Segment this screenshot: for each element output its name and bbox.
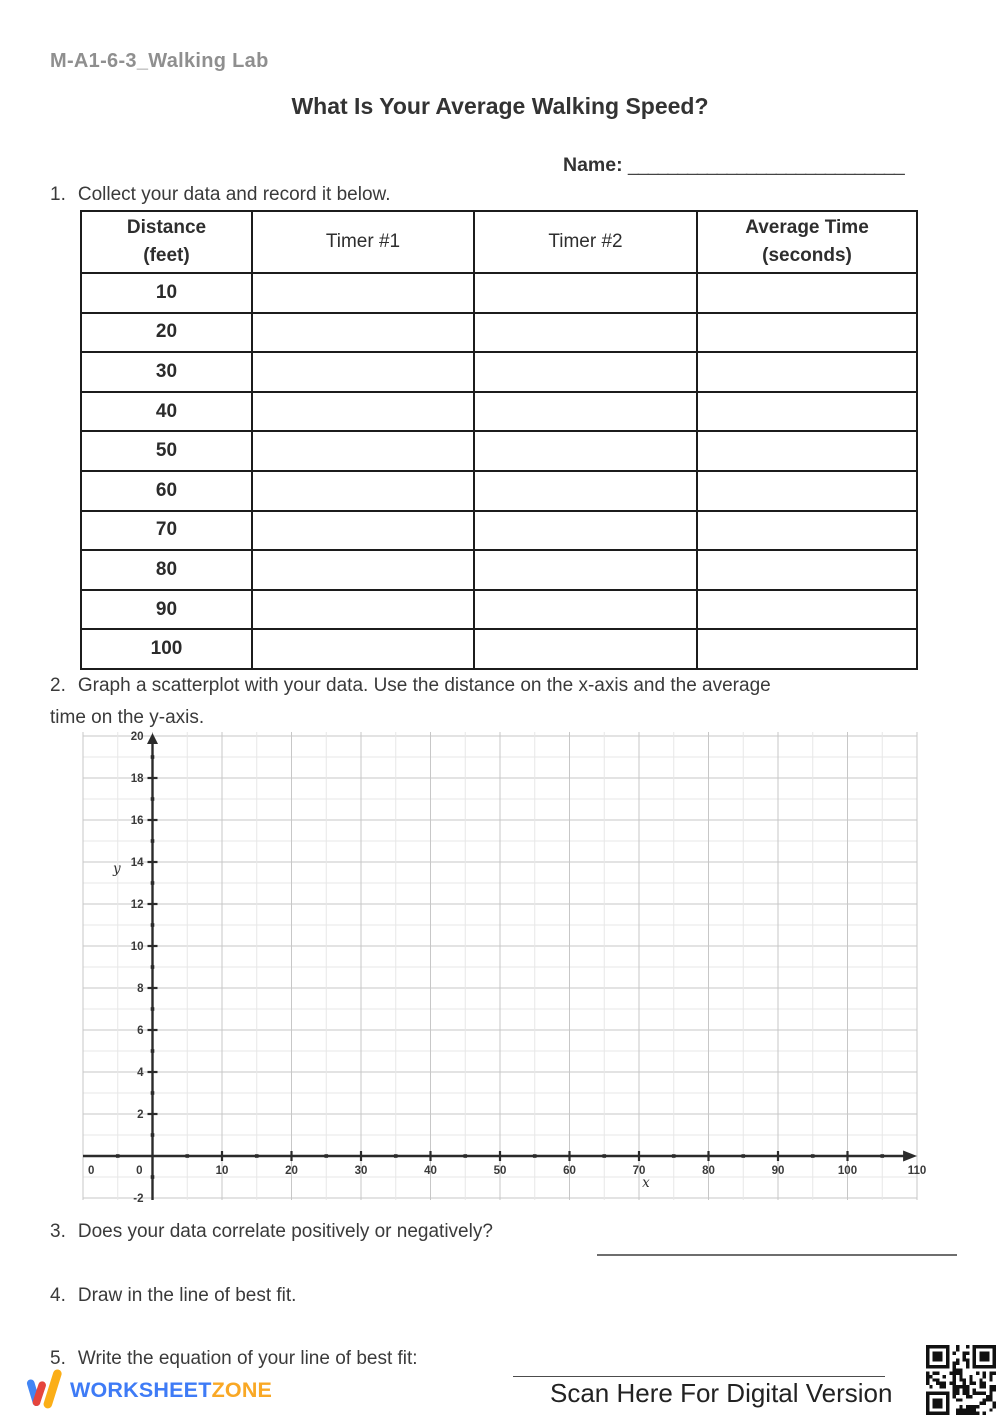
table-header-cell: Distance (feet): [81, 211, 252, 273]
svg-text:30: 30: [354, 1165, 368, 1177]
table-row: [81, 273, 917, 313]
question-3-text: Does your data correlate positively or negatively?: [77, 1221, 493, 1242]
distance-cell: 70: [81, 511, 252, 551]
table-row: [81, 590, 917, 630]
svg-text:20: 20: [130, 731, 144, 743]
table-row: [81, 352, 917, 392]
svg-text:90: 90: [771, 1165, 785, 1177]
svg-text:0: 0: [88, 1165, 95, 1177]
svg-text:10: 10: [130, 941, 144, 953]
empty-fill-cell[interactable]: [697, 313, 917, 353]
empty-fill-cell[interactable]: [474, 511, 697, 551]
name-blank-line[interactable]: ____________________________: [628, 154, 904, 176]
distance-cell: 40: [81, 392, 252, 432]
table-row: [81, 511, 917, 551]
empty-fill-cell[interactable]: [697, 550, 917, 590]
question-4-text: Draw in the line of best fit.: [77, 1285, 297, 1306]
question-2: [50, 670, 771, 733]
empty-fill-cell[interactable]: [474, 471, 697, 511]
distance-cell: 30: [81, 352, 252, 392]
empty-fill-cell[interactable]: [252, 629, 474, 669]
question-5-text: Write the equation of your line of best fit:: [77, 1348, 418, 1369]
distance-cell: 20: [81, 313, 252, 353]
empty-fill-cell[interactable]: [474, 590, 697, 630]
question-4: [50, 1285, 296, 1307]
svg-text:60: 60: [563, 1165, 576, 1177]
svg-text:2: 2: [137, 1109, 144, 1121]
doc-label: M-A1-6-3_Walking Lab: [50, 50, 269, 72]
table-header-cell: Average Time (seconds): [697, 211, 917, 273]
empty-fill-cell[interactable]: [252, 431, 474, 471]
table-row: [81, 550, 917, 590]
question-2-text-line2: time on the y-axis.: [50, 706, 205, 728]
distance-cell: 60: [81, 471, 252, 511]
svg-text:70: 70: [632, 1165, 646, 1177]
question-4-number: 4.: [50, 1285, 66, 1306]
empty-fill-cell[interactable]: [474, 313, 697, 353]
name-label: Name:: [563, 154, 623, 176]
empty-fill-cell[interactable]: [252, 511, 474, 551]
svg-text:110: 110: [907, 1165, 927, 1177]
distance-cell: 10: [81, 273, 252, 313]
empty-fill-cell[interactable]: [697, 511, 917, 551]
empty-fill-cell[interactable]: [252, 273, 474, 313]
scatter-graph[interactable]: [83, 731, 927, 1205]
question-2-text: Graph a scatterplot with your data. Use the distance on the x-axis and the average: [77, 675, 771, 696]
svg-text:100: 100: [837, 1165, 858, 1177]
empty-fill-cell[interactable]: [474, 550, 697, 590]
empty-fill-cell[interactable]: [252, 392, 474, 432]
svg-text:20: 20: [285, 1165, 298, 1177]
scan-here-text: Scan Here For Digital Version: [550, 1378, 893, 1408]
empty-fill-cell[interactable]: [697, 352, 917, 392]
brand-logo[interactable]: [26, 1367, 272, 1414]
svg-text:80: 80: [702, 1165, 715, 1177]
question-1: [50, 184, 390, 206]
qr-code-icon: [926, 1345, 996, 1415]
empty-fill-cell[interactable]: [474, 392, 697, 432]
svg-text:18: 18: [130, 773, 144, 785]
svg-text:16: 16: [130, 815, 144, 827]
question-5-answer-line[interactable]: [513, 1344, 885, 1377]
svg-text:6: 6: [137, 1025, 144, 1037]
svg-text:y: y: [113, 861, 121, 877]
table-header-cell: Timer #2: [474, 211, 697, 273]
page-title: What Is Your Average Walking Speed?: [291, 93, 709, 119]
svg-text:4: 4: [137, 1067, 144, 1079]
empty-fill-cell[interactable]: [252, 590, 474, 630]
data-table: [80, 210, 918, 670]
empty-fill-cell[interactable]: [474, 431, 697, 471]
question-5-number: 5.: [50, 1348, 66, 1369]
brand-text-worksheet: WORKSHEET: [70, 1378, 212, 1402]
graph-grid: [83, 731, 927, 1205]
empty-fill-cell[interactable]: [697, 590, 917, 630]
table-row: [81, 431, 917, 471]
distance-cell: 90: [81, 590, 252, 630]
empty-fill-cell[interactable]: [697, 431, 917, 471]
svg-text:40: 40: [424, 1165, 437, 1177]
question-3-answer-line[interactable]: [597, 1220, 957, 1256]
question-2-number: 2.: [50, 675, 66, 696]
empty-fill-cell[interactable]: [697, 392, 917, 432]
svg-text:10: 10: [215, 1165, 229, 1177]
empty-fill-cell[interactable]: [252, 352, 474, 392]
table-row: [81, 313, 917, 353]
svg-text:12: 12: [130, 899, 144, 911]
question-1-number: 1.: [50, 184, 66, 205]
distance-cell: 50: [81, 431, 252, 471]
question-3: [50, 1221, 493, 1243]
svg-text:14: 14: [130, 857, 144, 869]
empty-fill-cell[interactable]: [252, 550, 474, 590]
empty-fill-cell[interactable]: [252, 471, 474, 511]
brand-text-zone: ZONE: [211, 1378, 273, 1402]
empty-fill-cell[interactable]: [474, 352, 697, 392]
svg-text:0: 0: [136, 1165, 143, 1177]
table-row: [81, 629, 917, 669]
table-row: [81, 392, 917, 432]
empty-fill-cell[interactable]: [697, 273, 917, 313]
empty-fill-cell[interactable]: [474, 629, 697, 669]
distance-cell: 80: [81, 550, 252, 590]
worksheetzone-mark-icon: [26, 1367, 64, 1414]
question-1-text: Collect your data and record it below.: [77, 184, 391, 205]
svg-text:50: 50: [493, 1165, 507, 1177]
empty-fill-cell[interactable]: [474, 273, 697, 313]
question-3-number: 3.: [50, 1221, 66, 1242]
table-header-cell: Timer #1: [252, 211, 474, 273]
empty-fill-cell[interactable]: [252, 313, 474, 353]
svg-text:-2: -2: [133, 1193, 144, 1205]
empty-fill-cell[interactable]: [697, 471, 917, 511]
name-row: [563, 154, 904, 177]
distance-cell: 100: [81, 629, 252, 669]
empty-fill-cell[interactable]: [697, 629, 917, 669]
table-row: [81, 471, 917, 511]
svg-text:x: x: [642, 1175, 650, 1191]
svg-text:8: 8: [137, 983, 144, 995]
